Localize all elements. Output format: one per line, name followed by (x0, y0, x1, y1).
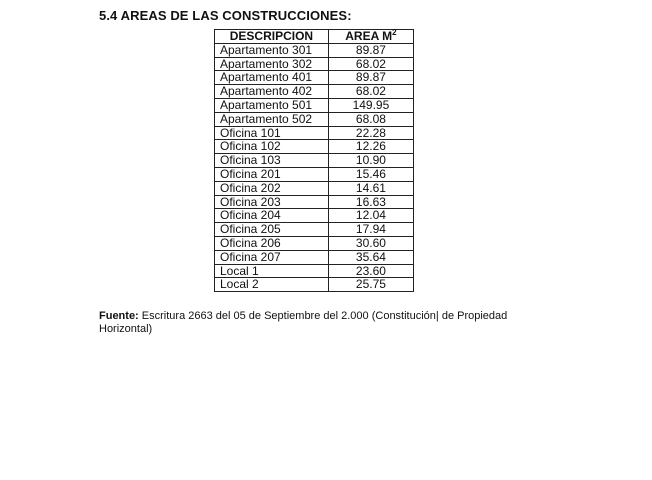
table-row (215, 264, 414, 278)
row-description: Local 2 (215, 278, 329, 292)
row-area: 12.04 (328, 209, 413, 223)
row-description: Local 1 (215, 264, 329, 278)
row-description: Oficina 207 (215, 250, 329, 264)
table-row (215, 209, 414, 223)
row-area: 68.08 (328, 112, 413, 126)
row-area: 15.46 (328, 167, 413, 181)
row-area: 25.75 (328, 278, 413, 292)
row-description: Apartamento 301 (215, 43, 329, 57)
row-area: 89.87 (328, 43, 413, 57)
row-area: 12.26 (328, 140, 413, 154)
row-description: Apartamento 402 (215, 85, 329, 99)
row-area: 22.28 (328, 126, 413, 140)
row-area: 68.02 (328, 57, 413, 71)
table-row (215, 181, 414, 195)
table-row (215, 236, 414, 250)
table-row (215, 154, 414, 168)
table-row (215, 85, 414, 99)
row-area: 17.94 (328, 223, 413, 237)
row-area: 149.95 (328, 98, 413, 112)
row-area: 68.02 (328, 85, 413, 99)
header-description: DESCRIPCION (215, 30, 329, 44)
areas-table (214, 29, 414, 292)
row-area: 10.90 (328, 154, 413, 168)
row-area: 16.63 (328, 195, 413, 209)
row-area: 23.60 (328, 264, 413, 278)
table-row (215, 167, 414, 181)
row-description: Apartamento 302 (215, 57, 329, 71)
row-area: 30.60 (328, 236, 413, 250)
row-area: 35.64 (328, 250, 413, 264)
table-row (215, 112, 414, 126)
row-description: Apartamento 401 (215, 71, 329, 85)
table-row (215, 140, 414, 154)
header-area-label: AREA M (345, 29, 393, 43)
row-area: 14.61 (328, 181, 413, 195)
table-body (215, 43, 414, 291)
table-row (215, 250, 414, 264)
header-area (328, 30, 413, 44)
header-area-superscript: 2 (392, 28, 397, 37)
row-description: Oficina 103 (215, 154, 329, 168)
table-row (215, 98, 414, 112)
row-description: Oficina 206 (215, 236, 329, 250)
row-description: Apartamento 501 (215, 98, 329, 112)
row-description: Oficina 102 (215, 140, 329, 154)
table-row (215, 57, 414, 71)
source-note (99, 310, 519, 336)
row-description: Oficina 205 (215, 223, 329, 237)
row-description: Apartamento 502 (215, 112, 329, 126)
table-row (215, 71, 414, 85)
table-row (215, 223, 414, 237)
table-row (215, 126, 414, 140)
row-area: 89.87 (328, 71, 413, 85)
table-row (215, 278, 414, 292)
row-description: Oficina 203 (215, 195, 329, 209)
source-label: Fuente: (99, 310, 139, 322)
table-row (215, 195, 414, 209)
source-text: Escritura 2663 del 05 de Septiembre del 2.000 (Constitución| de Propiedad Horizontal) (99, 310, 508, 335)
row-description: Oficina 204 (215, 209, 329, 223)
row-description: Oficina 101 (215, 126, 329, 140)
row-description: Oficina 202 (215, 181, 329, 195)
section-title: 5.4 AREAS DE LAS CONSTRUCCIONES: (99, 8, 352, 23)
table-header-row (215, 30, 414, 44)
row-description: Oficina 201 (215, 167, 329, 181)
table-row (215, 43, 414, 57)
